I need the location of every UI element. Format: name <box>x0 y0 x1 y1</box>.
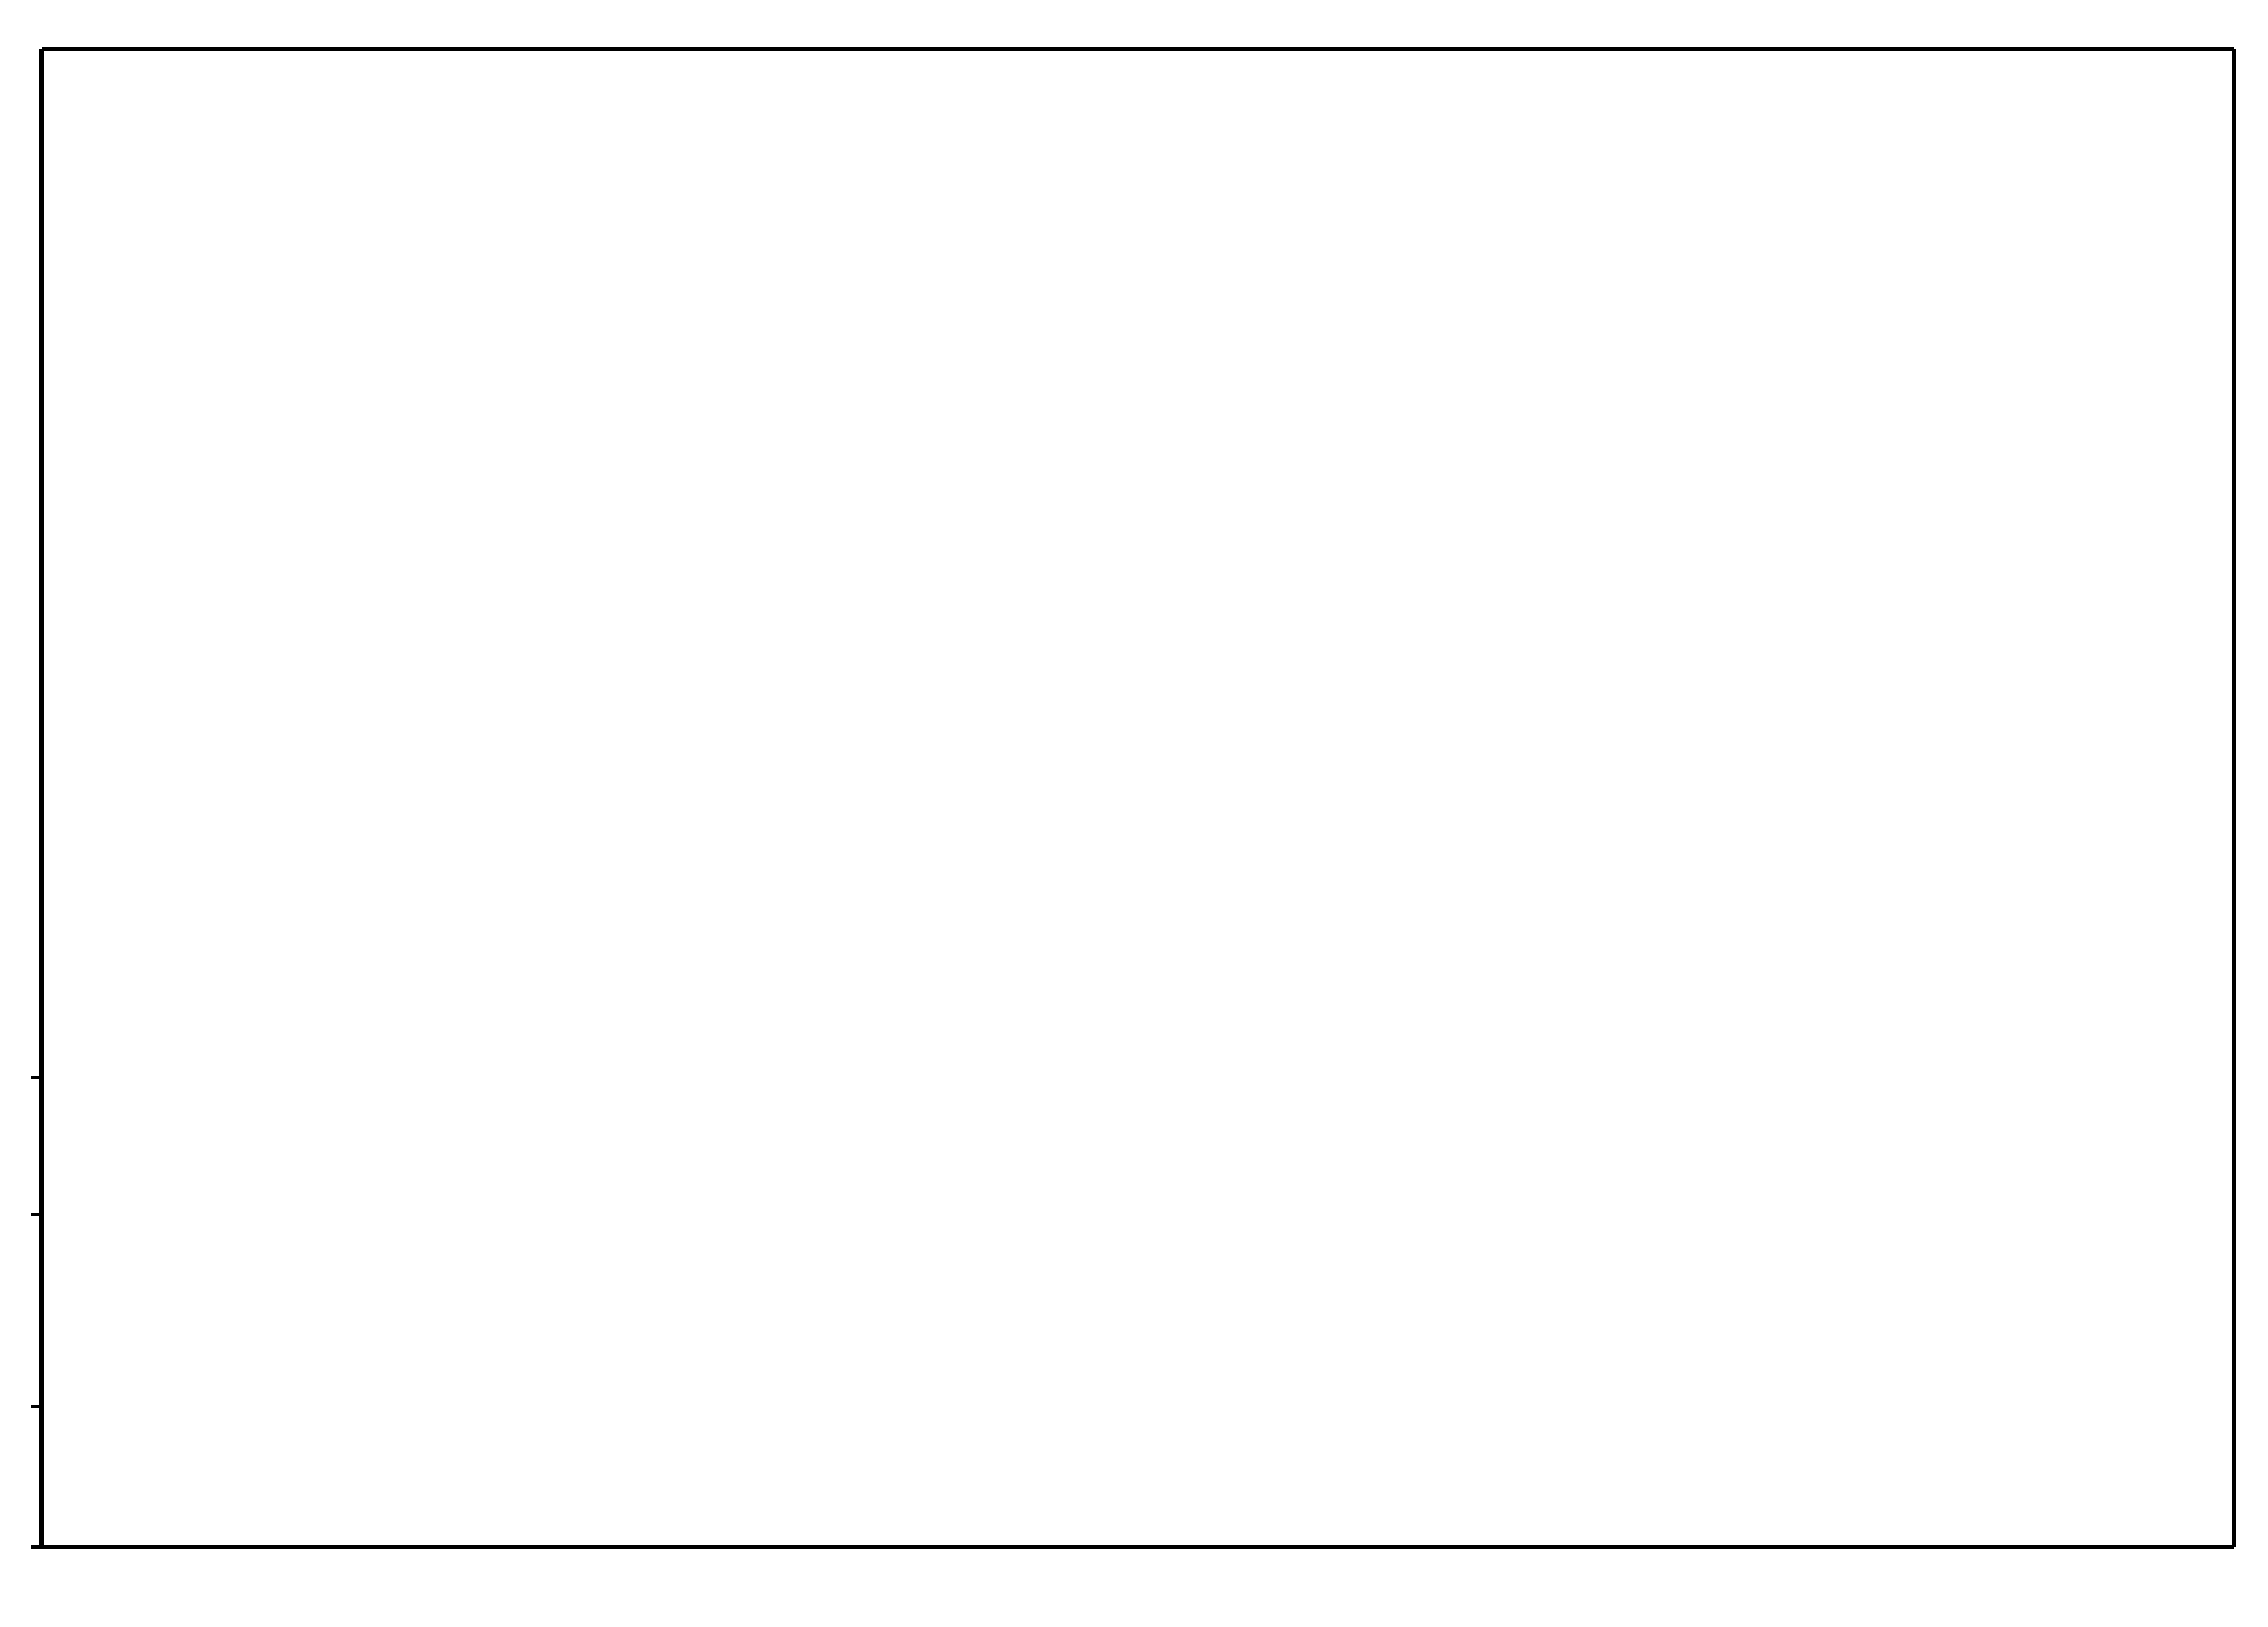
outer-frame <box>31 49 2234 1547</box>
